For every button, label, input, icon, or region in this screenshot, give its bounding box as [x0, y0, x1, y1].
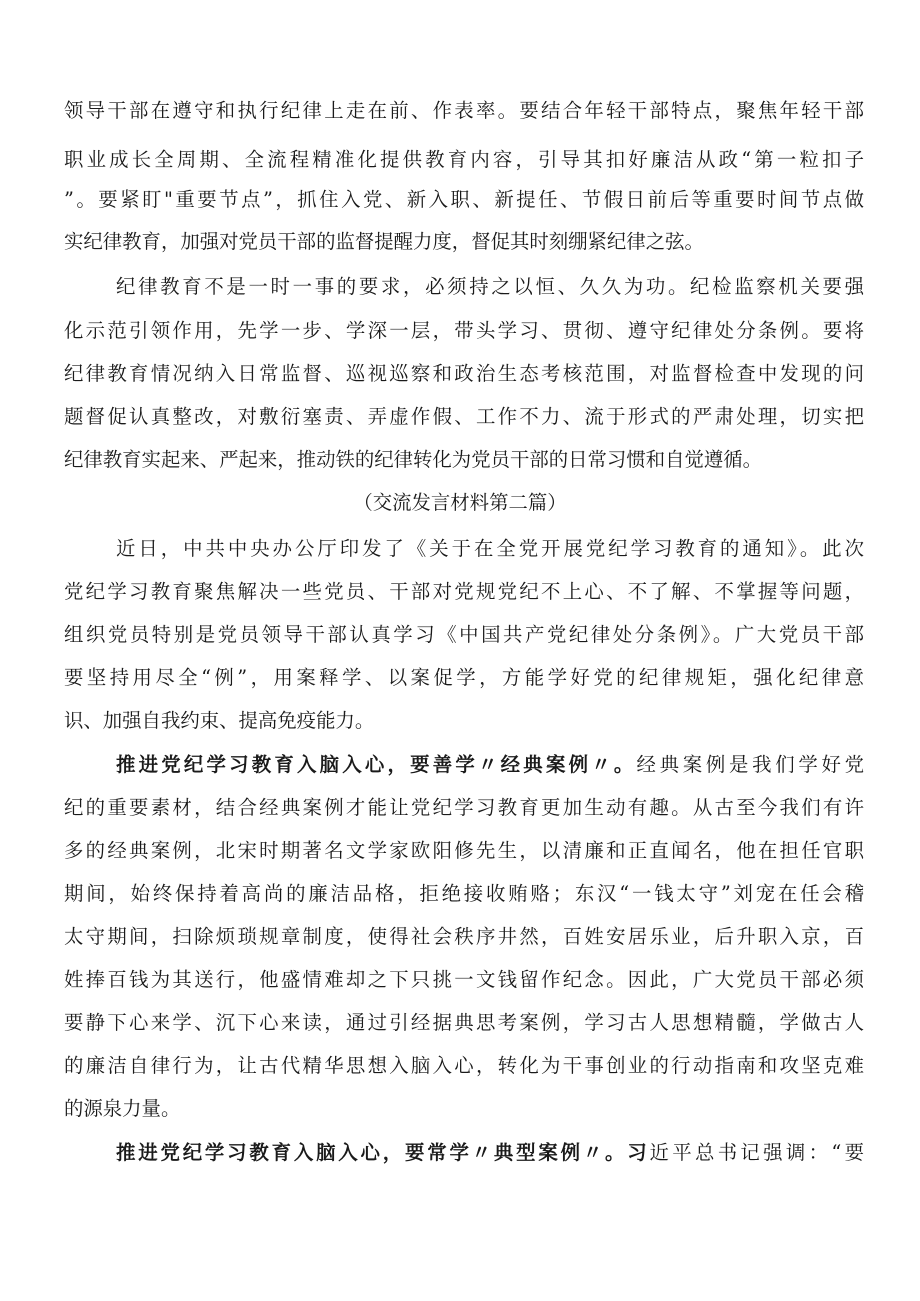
- paragraph-3-line-3: 组织党员特别是党员领导干部认真学习《中国共产党纪律处分条例》。广大党员干部: [64, 623, 864, 646]
- paragraph-1-line-2: 职业成长全周期、全流程精准化提供教育内容，引导其扣好廉洁从政“第一粒扣子: [64, 148, 864, 171]
- paragraph-5-first-rest: 近平总书记强调：“要: [649, 1141, 864, 1164]
- paragraph-3-line-4: 要坚持用尽全“例”，用案释学、以案促学，方能学好党的纪律规矩，强化纪律意: [64, 666, 864, 689]
- paragraph-1-line-1: 领导干部在遵守和执行纪律上走在前、作表率。要结合年轻干部特点，聚焦年轻干部: [64, 99, 864, 122]
- paragraph-2-line-3: 纪律教育情况纳入日常监督、巡视巡察和政治生态考核范围，对监督检查中发现的问: [64, 362, 864, 385]
- paragraph-2-line-1: 纪律教育不是一时一事的要求，必须持之以恒、久久为功。纪检监察机关要强: [116, 275, 864, 298]
- paragraph-4-line-2: 纪的重要素材，结合经典案例才能让党纪学习教育更加生动有趣。从古至今我们有许: [64, 796, 864, 819]
- paragraph-2-line-4: 题督促认真整改，对敷衍塞责、弄虚作假、工作不力、流于形式的严肃处理，切实把: [64, 405, 864, 428]
- section-title: （交流发言材料第二篇）: [353, 491, 567, 514]
- paragraph-2-line-5: 纪律教育实起来、严起来，推动铁的纪律转化为党员干部的日常习惯和自觉遵循。: [64, 448, 763, 471]
- paragraph-5-line-1: [116, 1134, 864, 1172]
- paragraph-3-line-2: 党纪学习教育聚焦解决一些党员、干部对党规党纪不上心、不了解、不掌握等问题，: [64, 580, 864, 603]
- paragraph-2-line-2: 化示范引领作用，先学一步、学深一层，带头学习、贯彻、遵守纪律处分条例。要将: [64, 319, 864, 342]
- paragraph-1-line-4: 实纪律教育，加强对党员干部的监督提醒力度，督促其时刻绷紧纪律之弦。: [64, 230, 704, 253]
- paragraph-3-line-5: 识、加强自我约束、提高免疫能力。: [64, 709, 375, 732]
- paragraph-4-line-1: [116, 746, 864, 784]
- paragraph-3-line-1: 近日，中共中央办公厅印发了《关于在全党开展党纪学习教育的通知》。此次: [116, 537, 864, 560]
- paragraph-4-first-rest: 经典案例是我们学好党: [636, 753, 864, 776]
- paragraph-4-line-9: 的源泉力量。: [64, 1097, 181, 1120]
- paragraph-4-line-4: 期间，始终保持着高尚的廉洁品格，拒绝接收贿赂；东汉“一钱太守”刘宠在任会稽: [64, 882, 864, 905]
- paragraph-4-heading: 推进党纪学习教育入脑入心，要善学〃经典案例〃。: [116, 753, 637, 776]
- paragraph-4-line-8: 的廉洁自律行为，让古代精华思想入脑入心，转化为干事创业的行动指南和攻坚克难: [64, 1054, 864, 1077]
- paragraph-4-line-7: 要静下心来学、沉下心来读，通过引经据典思考案例，学习古人思想精髓，学做古人: [64, 1011, 864, 1034]
- paragraph-4-line-6: 姓捧百钱为其送行，他盛情难却之下只挑一文钱留作纪念。因此，广大党员干部必须: [64, 968, 864, 991]
- paragraph-1-line-3: ”。要紧盯"重要节点”，抓住入党、新入职、新提任、节假日前后等重要时间节点做: [64, 188, 864, 211]
- paragraph-4-line-3: 多的经典案例，北宋时期著名文学家欧阳修先生，以清廉和正直闻名，他在担任官职: [64, 839, 864, 862]
- paragraph-4-line-5: 太守期间，扫除烦琐规章制度，使得社会秩序井然，百姓安居乐业，后升职入京，百: [64, 925, 864, 948]
- paragraph-5-heading: 推进党纪学习教育入脑入心，要常学〃典型案例〃。习: [116, 1141, 650, 1164]
